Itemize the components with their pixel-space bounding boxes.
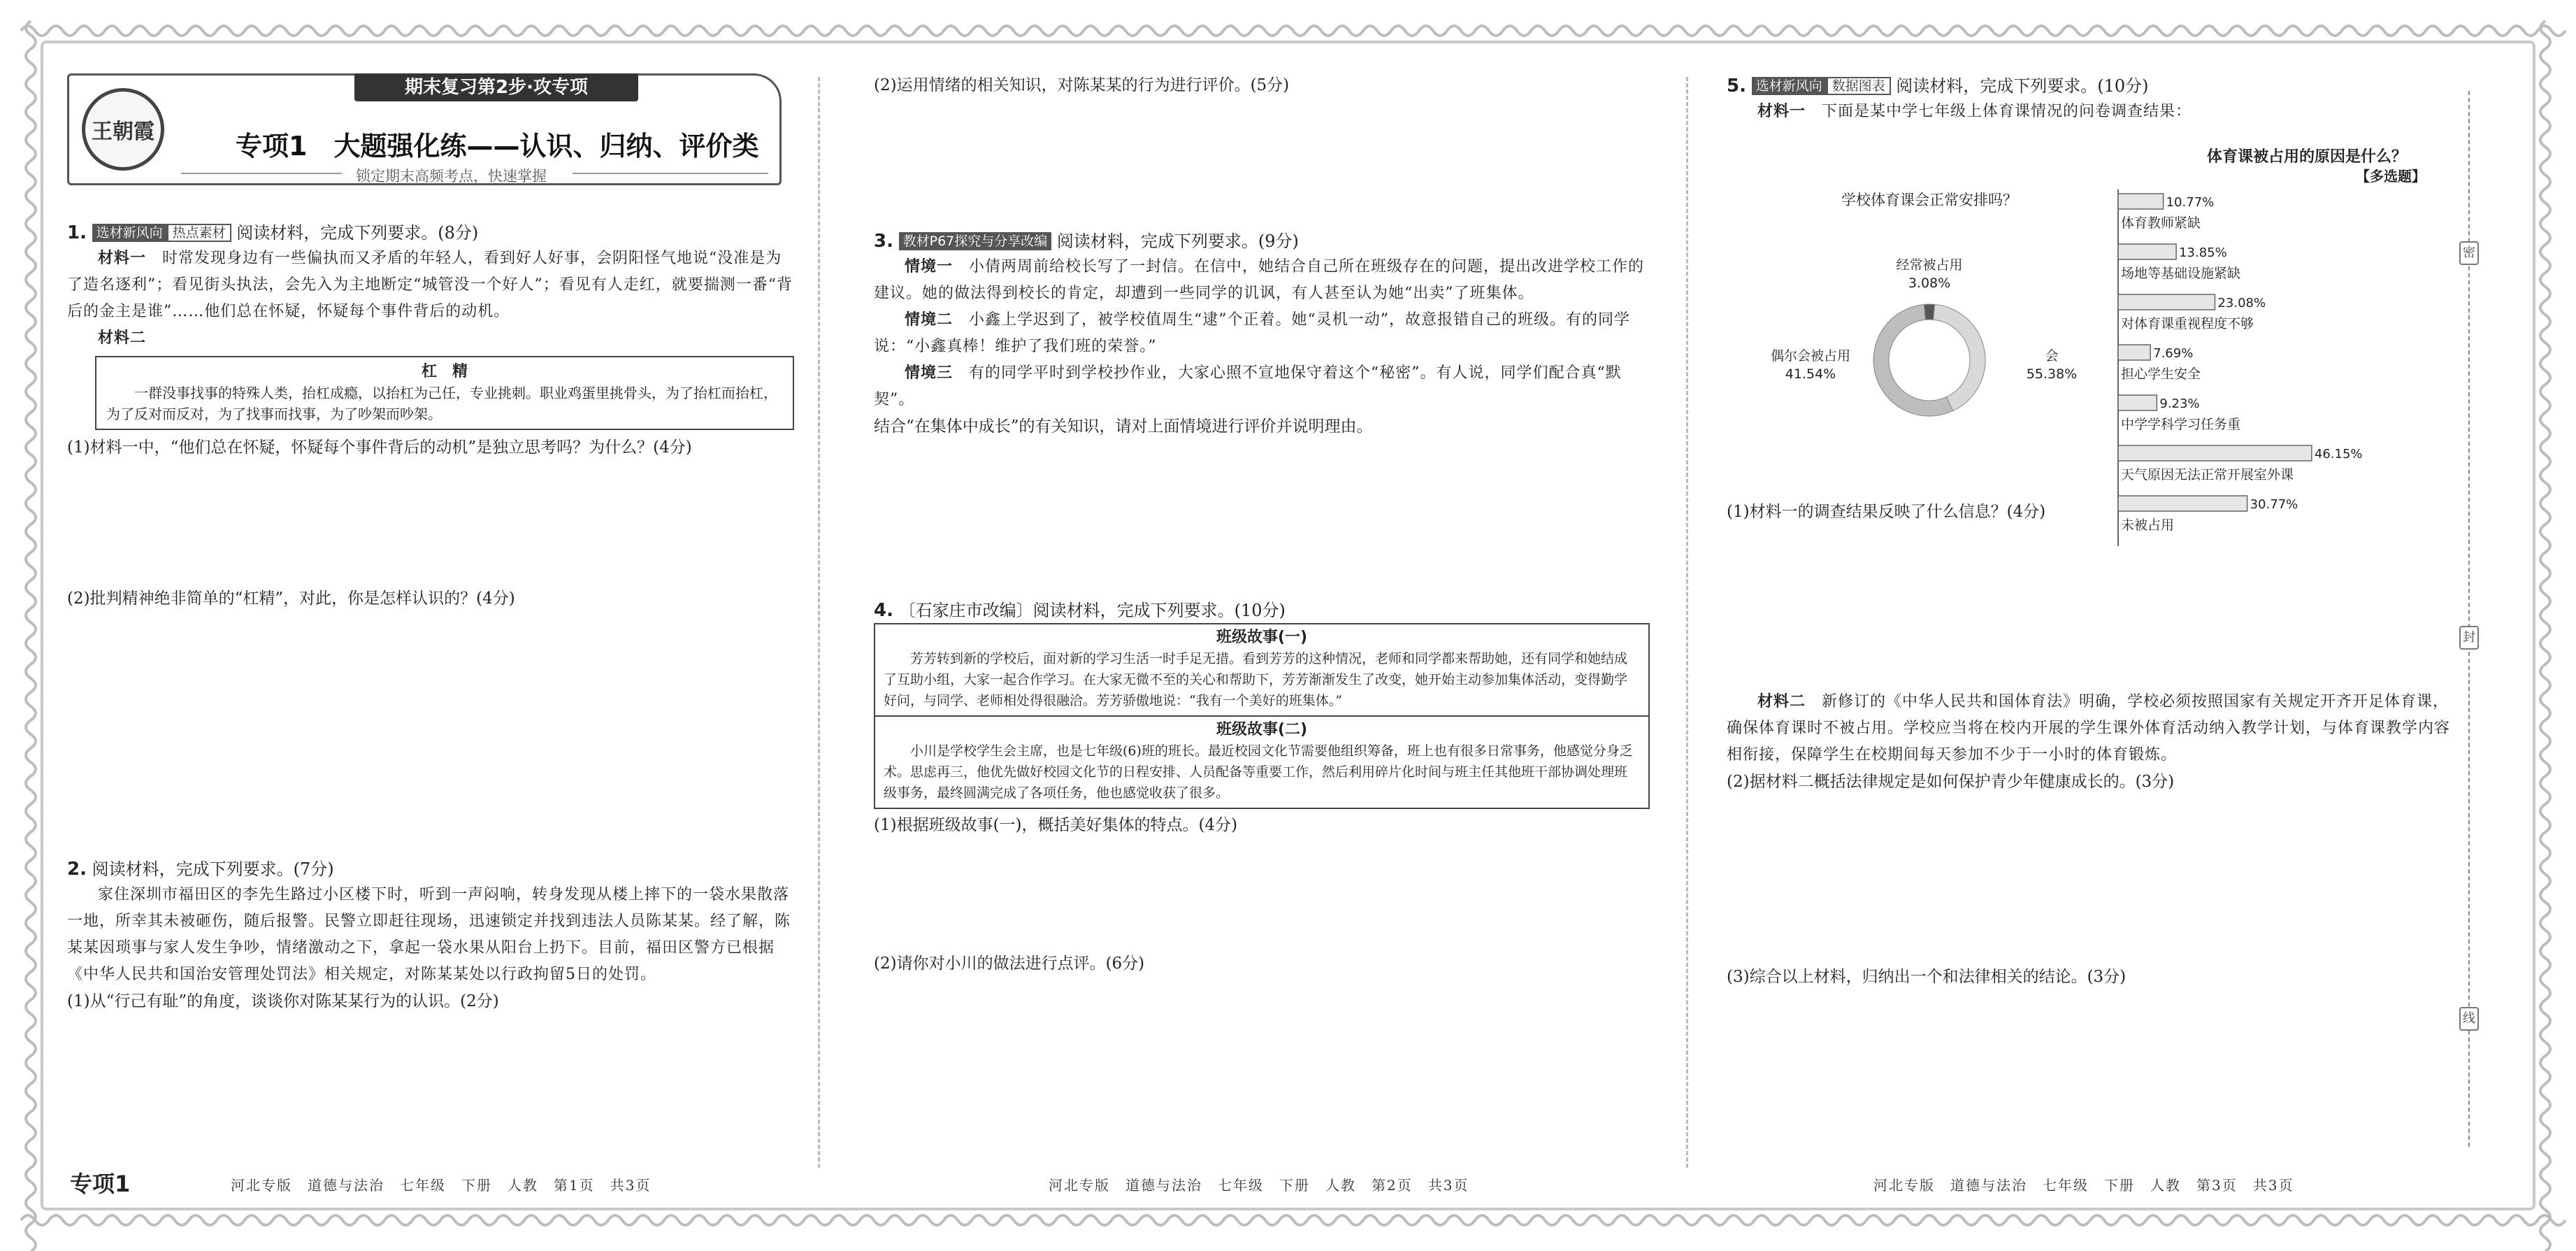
footer-page-info: 河北专版 道德与法治 七年级 下册 人教 第3页 共3页	[1873, 1177, 2294, 1194]
footer-page-info: 河北专版 道德与法治 七年级 下册 人教 第2页 共3页	[1049, 1177, 1469, 1194]
bar-value-label: 30.77%	[2250, 497, 2298, 512]
scenario-text: 小倩两周前给校长写了一封信。在信中，她结合自己所在班级存在的问题，提出改进学校工作的建议。她的做法得到校长的肯定，却遭到一些同学的讥讽，有人甚至认为她“出卖”了班集体。	[874, 258, 1645, 302]
box-text: 小川是学校学生会主席，也是七年级(6)班的班长。最近校园文化节需要他组织筹备，班上也有很多日常事务，他感觉分身乏术。思虑再三，他优先做好校园文化节的日程安排、人员配备等重要工作，然后利用碎片化时间与班主任其他班干部协调处理班级事务，最终圆满完成了各项任务，他也感觉收获了很多。	[884, 743, 1633, 801]
divider-line	[573, 173, 768, 174]
pie-label: 经常被占用	[1896, 257, 1963, 273]
chart-title: 体育课被占用的原因是什么？	[2206, 148, 2408, 166]
bar	[2118, 345, 2150, 360]
bar	[2118, 445, 2312, 461]
pie-label: 偶尔会被占用	[1770, 348, 1851, 364]
tag-badge: 选材新风向	[1752, 77, 1827, 95]
bar	[2118, 194, 2164, 209]
page-2-column	[874, 73, 1657, 1164]
material-paragraph	[1727, 99, 2454, 125]
banner-subtitle: 锁定期末高频考点，快速掌握	[356, 168, 547, 185]
tag-badge: 数据图表	[1827, 77, 1891, 95]
material-label: 材料二	[1757, 693, 1806, 710]
question-intro: 阅读材料，完成下列要求。(10分)	[1896, 76, 2149, 96]
question-number: 2.	[67, 859, 87, 880]
pie-slice	[1924, 304, 1934, 320]
material-label: 材料一	[1757, 103, 1806, 120]
bar	[2118, 395, 2157, 410]
question-number: 4.	[874, 600, 893, 621]
question-3	[874, 229, 1650, 440]
sub-question: (2)批判精神绝非简单的“杠精”，对此，你是怎样认识的？(4分)	[67, 589, 515, 608]
chart-subtitle: 【多选题】	[2356, 168, 2426, 185]
sub-question: (1)从“行己有耻”的角度，谈谈你对陈某某行为的认识。(2分)	[67, 992, 499, 1010]
question-intro: 阅读材料，完成下列要求。(8分)	[236, 223, 479, 243]
page-1-column	[67, 73, 801, 1164]
scenario-paragraph	[874, 307, 1650, 360]
scenario-paragraph	[874, 254, 1650, 307]
question-intro: 阅读材料，完成下列要求。(9分)	[1056, 231, 1299, 251]
bar-value-label: 9.23%	[2159, 396, 2200, 411]
question-number: 1.	[67, 222, 87, 243]
box-text: 一群没事找事的特殊人类，抬杠成瘾，以抬杠为己任，专业挑刺。职业鸡蛋里挑骨头，为了抬杠而抬杠，为了反对而反对，为了找事而找事，为了吵架而吵架。	[106, 385, 777, 422]
sub-question: (2)据材料二概括法律规定是如何保护青少年健康成长的。(3分)	[1727, 773, 2175, 791]
box-title: 杠 精	[421, 363, 468, 380]
bar-value-label: 10.77%	[2166, 195, 2215, 210]
bar-category-label: 对体育课重视程度不够	[2121, 316, 2254, 331]
tag-badge: 教材P67探究与分享改编	[899, 232, 1052, 250]
bar-value-label: 23.08%	[2217, 296, 2266, 310]
sub-question: (1)根据班级故事(一)，概括美好集体的特点。(4分)	[874, 816, 1238, 834]
material-text: 时常发现身边有一些偏执而又矛盾的年轻人，看到好人好事，会阴阳怪气地说“没准是为了造名逐利”；看见街头执法，会先入为主地断定“城管没一个好人”；看见有人走红，就要揣测一番“背后的金主是谁”……他们总在怀疑，怀疑每个事件背后的动机。	[67, 250, 793, 320]
bar-category-label: 担心学生安全	[2121, 366, 2201, 382]
donut-chart	[1770, 185, 2078, 479]
seal-mark: 线	[2459, 1007, 2479, 1031]
column-divider	[1686, 77, 1688, 1168]
scenario-paragraph	[874, 360, 1650, 413]
footer-page-info: 河北专版 道德与法治 七年级 下册 人教 第1页 共3页	[231, 1177, 652, 1194]
material-2-block	[1727, 689, 2454, 795]
pie-slice	[1934, 304, 1985, 410]
bar-value-label: 13.85%	[2179, 245, 2227, 260]
banner-tab: 期末复习第2步·攻专项	[354, 73, 638, 101]
header-banner	[67, 73, 782, 185]
sub-question: (2)请你对小川的做法进行点评。(6分)	[874, 955, 1145, 973]
scenario-label: 情境一	[905, 258, 954, 276]
tag-badge: 选材新风向	[92, 224, 167, 242]
question-5	[1727, 73, 2454, 125]
bar-category-label: 体育教师紧缺	[2121, 215, 2201, 231]
footer-section-label: 专项1	[70, 1171, 131, 1197]
definition-box	[95, 356, 794, 430]
sub-question: (1)材料一的调查结果反映了什么信息？(4分)	[1727, 503, 2046, 521]
question-task: 结合“在集体中成长”的有关知识，请对上面情境进行评价并说明理由。	[874, 417, 1373, 436]
scenario-label: 情境二	[905, 311, 954, 329]
logo-text: 王朝霞	[92, 120, 154, 144]
column-divider	[818, 77, 820, 1168]
pie-value-label: 3.08%	[1908, 276, 1951, 291]
pie-value-label: 55.38%	[2026, 366, 2078, 382]
sub-question: (3)综合以上材料，归纳出一个和法律相关的结论。(3分)	[1727, 968, 2127, 986]
question-1	[67, 220, 794, 612]
publisher-logo	[82, 88, 164, 171]
pie-label: 会	[2045, 348, 2059, 364]
material-text: 家住深圳市福田区的李先生路过小区楼下时，听到一声闷响，转身发现从楼上摔下的一袋水果散落一地，所幸其未被砸伤，随后报警。民警立即赶往现场，迅速锁定并找到违法人员陈某某。经了解，陈某某因琐事与家人发生争吵，情绪激动之下，拿起一袋水果从阳台上扔下。目前，福田区警方已根据《中华人民共和国治安管理处罚法》相关规定，对陈某某处以行政拘留5日的处罚。	[67, 886, 791, 983]
question-intro: 阅读材料，完成下列要求。(10分)	[1032, 601, 1286, 620]
page-title: 专项1 大题强化练——认识、归纳、评价类	[236, 131, 759, 162]
bar-value-label: 46.15%	[2314, 447, 2363, 462]
wavy-border-right	[2534, 21, 2556, 1230]
question-number: 5.	[1727, 76, 1746, 96]
sub-question: (2)运用情绪的相关知识，对陈某某的行为进行评价。(5分)	[874, 76, 1290, 94]
chart-title: 学校体育课会正常安排吗？	[1841, 192, 2017, 208]
question-intro: 阅读材料，完成下列要求。(7分)	[92, 859, 334, 879]
question-4	[874, 598, 1650, 977]
material-label: 材料二	[98, 329, 147, 347]
pie-value-label: 41.54%	[1785, 366, 1836, 382]
question-number: 3.	[874, 231, 893, 252]
scenario-text: 有的同学平时到学校抄作业，大家心照不宣地保守着这个“秘密”。有人说，同学们配合真“默契”。	[874, 364, 1622, 408]
wavy-border-top	[21, 20, 2555, 42]
source-tag: 〔石家庄市改编〕	[898, 601, 1033, 620]
scenario-text: 小鑫上学迟到了，被学校值周生“逮”个正着。她“灵机一动”，故意报错自己的班级。有的同学说：“小鑫真棒！维护了我们班的荣誉。”	[874, 311, 1631, 355]
wavy-border-left	[20, 21, 42, 1230]
wavy-border-bottom	[21, 1209, 2555, 1231]
page-3-column	[1727, 73, 2482, 1164]
material-paragraph	[67, 245, 794, 325]
scenario-label: 情境三	[905, 364, 954, 382]
seal-mark: 封	[2459, 626, 2479, 650]
divider-line	[181, 173, 342, 174]
material-paragraph	[1727, 689, 2454, 769]
bar-category-label: 未被占用	[2121, 517, 2175, 533]
sub-question: (1)材料一中，“他们总在怀疑，怀疑每个事件背后的动机”是独立思考吗？为什么？(4分)	[67, 438, 692, 457]
box-title: 班级故事(二)	[1216, 721, 1308, 738]
bar-value-label: 7.69%	[2153, 346, 2194, 361]
bar-category-label: 场地等基础设施紧缺	[2121, 266, 2241, 281]
seal-mark: 密	[2459, 241, 2479, 265]
bar-category-label: 天气原因无法正常开展室外课	[2121, 467, 2294, 482]
material-label: 材料一	[98, 250, 147, 267]
story-box	[874, 623, 1650, 809]
box-text: 芳芳转到新的学校后，面对新的学习生活一时手足无措。看到芳芳的这种情况，老师和同学都来帮助她，还有同学和她结成了互助小组，大家一起合作学习。在大家无微不至的关心和帮助下，芳芳渐渐发生了改变，她开始主动参加集体活动，变得勤学好问，与同学、老师相处得很融洽。芳芳骄傲地说：“我有一个美好的班集体。”	[884, 651, 1628, 708]
bar	[2118, 294, 2215, 310]
bar-category-label: 中学学科学习任务重	[2121, 417, 2241, 432]
bar	[2118, 244, 2176, 259]
material-text: 下面是某中学七年级上体育课情况的问卷调查结果：	[1822, 103, 2192, 120]
question-2	[67, 857, 794, 1015]
tag-badge: 热点素材	[167, 224, 231, 242]
material-text: 新修订的《中华人民共和国体育法》明确，学校必须按照国家有关规定开齐开足体育课，确保体育课时不被占用。学校应当将在校内开展的学生课外体育活动纳入教学计划，与体育课教学内容相衔接，保障学生在校期间每天参加不少于一小时的体育锻炼。	[1727, 693, 2451, 764]
box-title: 班级故事(一)	[1216, 629, 1308, 646]
